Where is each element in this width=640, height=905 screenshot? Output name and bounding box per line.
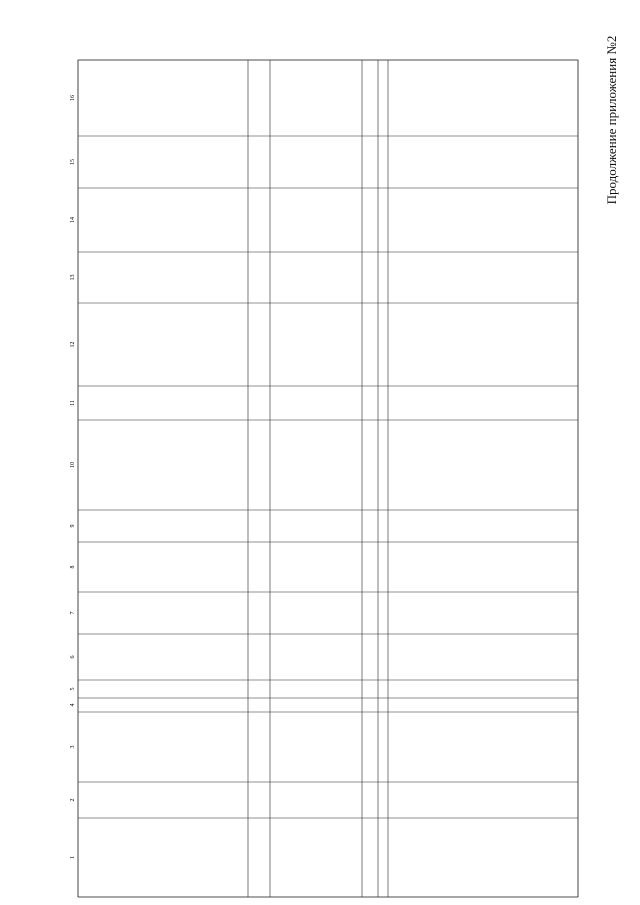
- column-number: 6: [70, 655, 76, 659]
- appendix-caption: Продолжение приложения №2: [604, 35, 619, 205]
- column-number: 16: [70, 95, 76, 101]
- column-number: 7: [70, 611, 76, 615]
- column-number: 9: [70, 524, 76, 528]
- column-number: 11: [70, 400, 76, 406]
- column-number: 2: [70, 798, 76, 802]
- column-number: 5: [70, 687, 76, 691]
- column-number: 1: [70, 856, 76, 859]
- column-number: 10: [70, 462, 76, 468]
- column-number: 12: [70, 341, 76, 348]
- column-number: 4: [70, 703, 76, 707]
- column-number: 14: [70, 217, 76, 223]
- column-number: 13: [70, 274, 76, 281]
- column-number: 8: [70, 565, 76, 569]
- column-number: 15: [70, 159, 76, 165]
- column-number: 3: [70, 745, 76, 749]
